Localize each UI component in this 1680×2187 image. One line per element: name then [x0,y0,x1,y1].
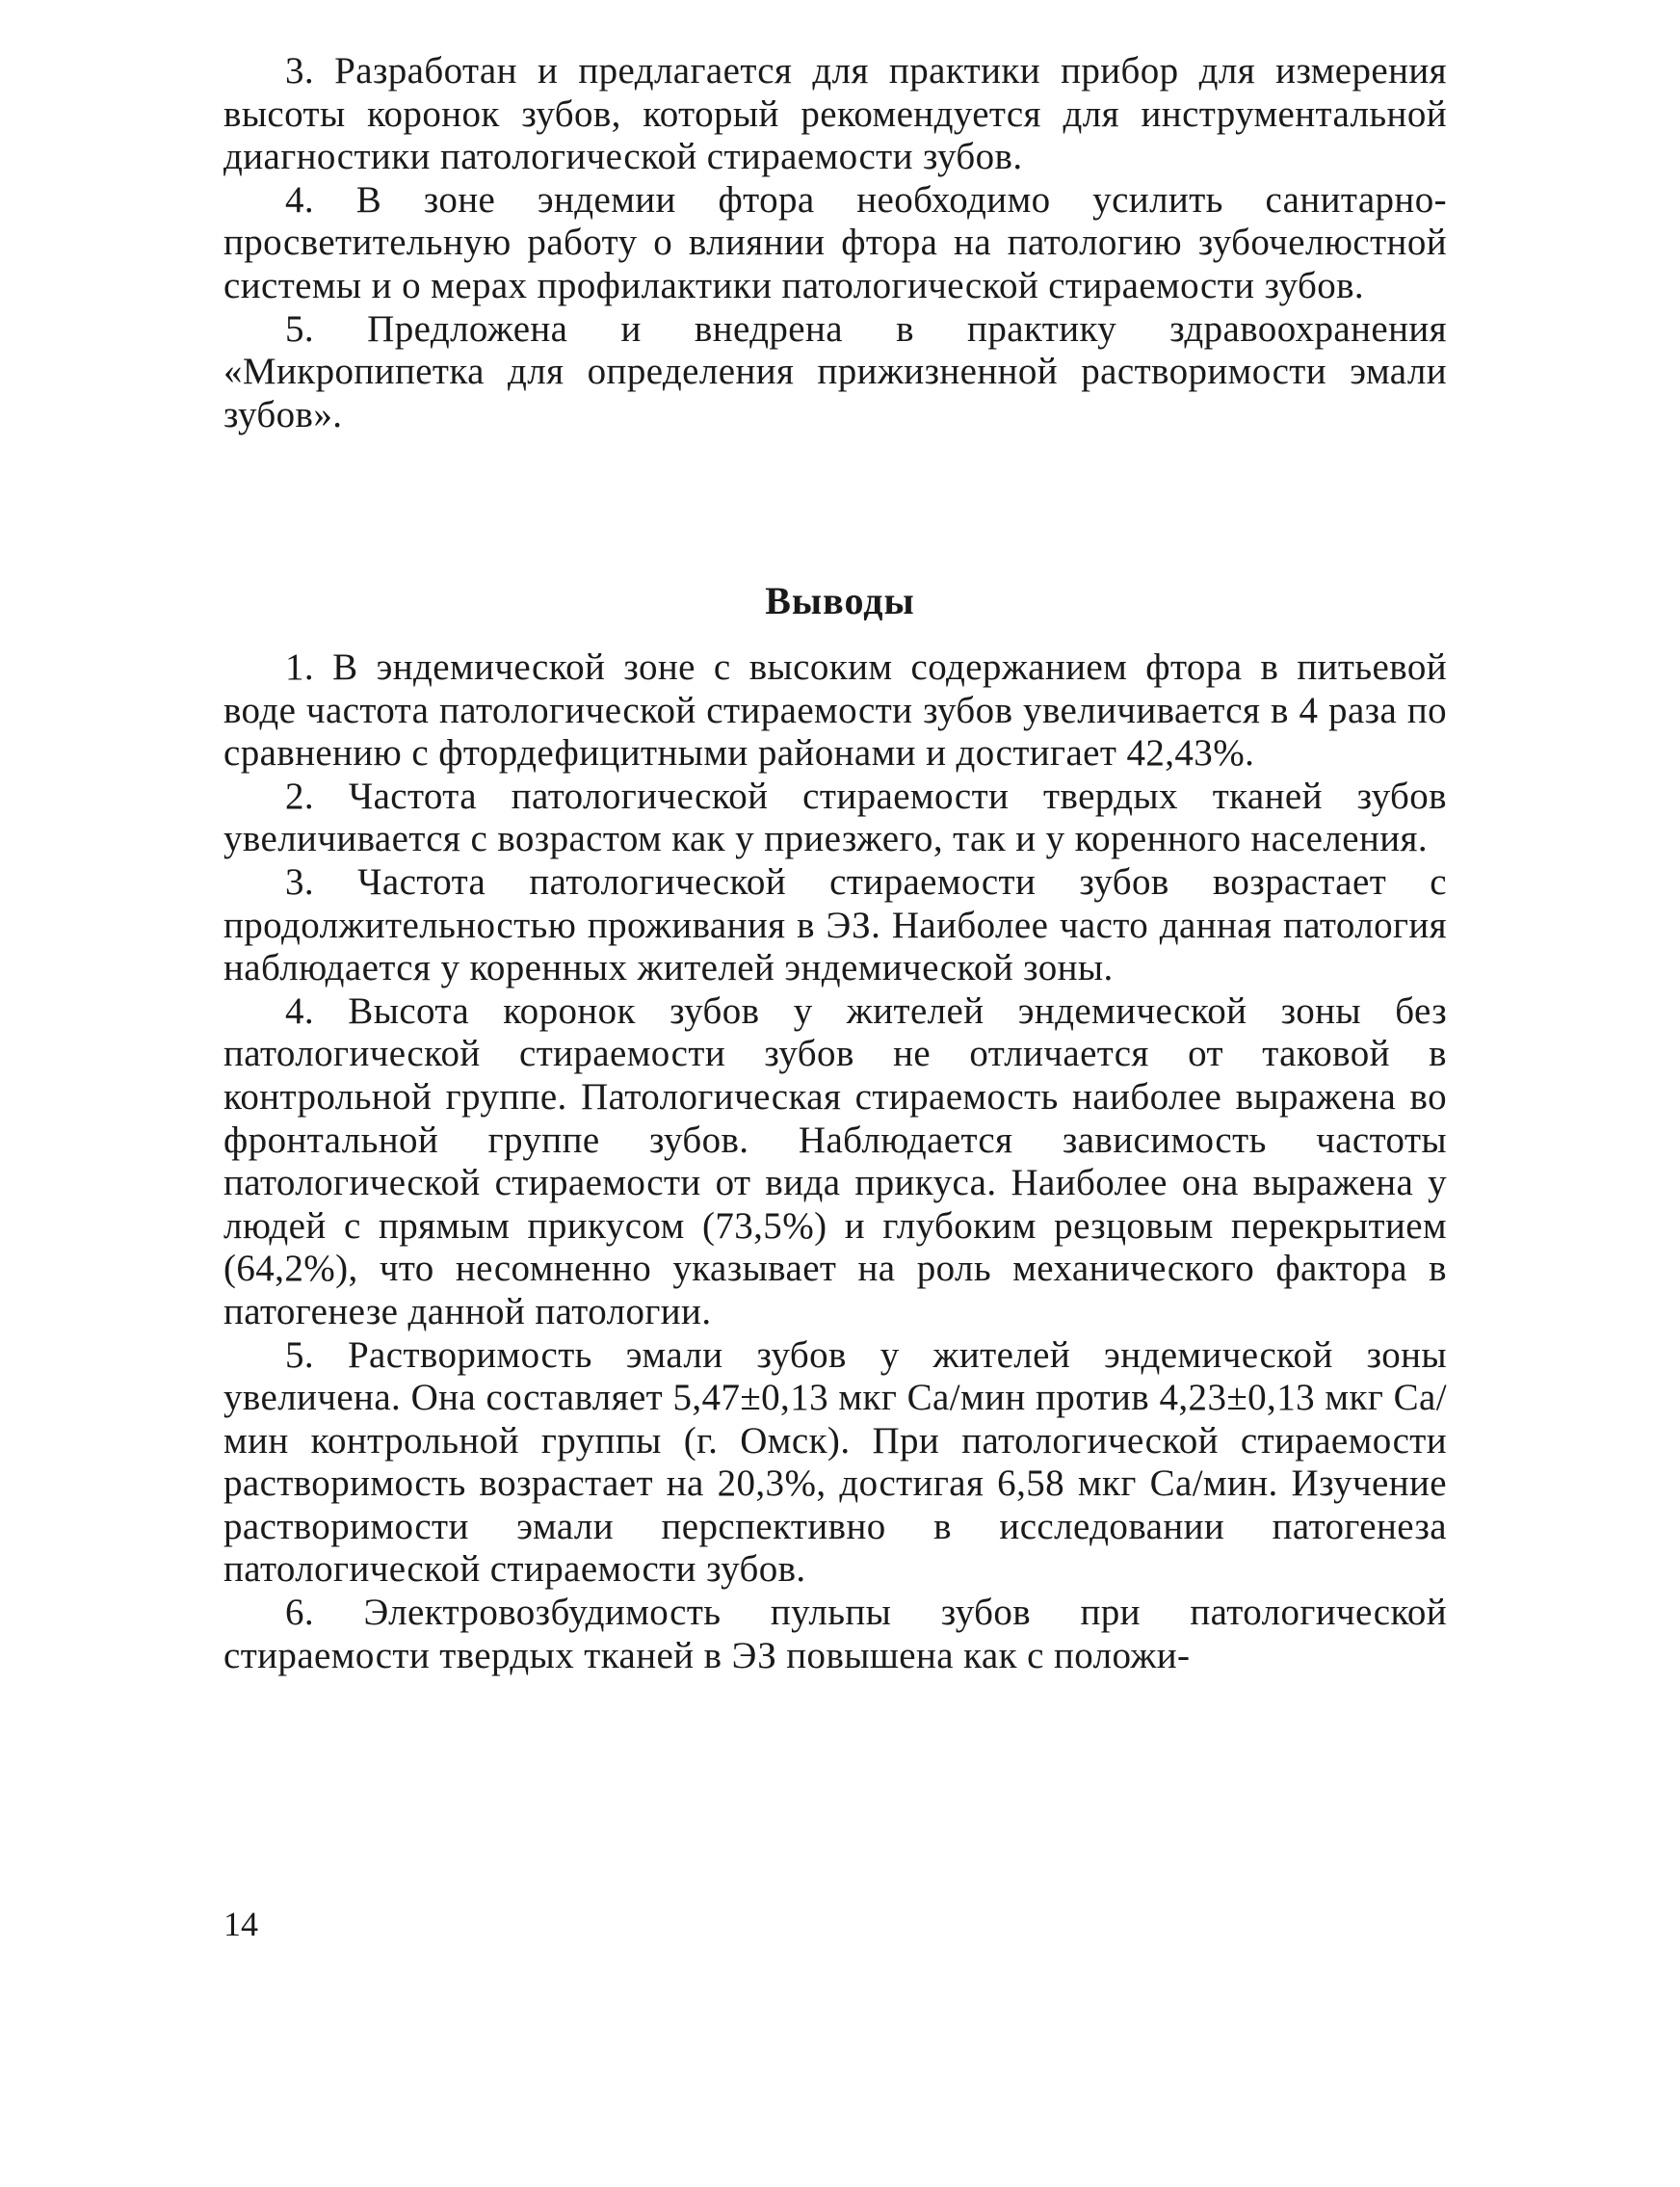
conclusions-list [223,646,1447,1677]
recommendations-list [223,50,1447,436]
recommendation-item: 5. Предложена и внедрена в практику здравоохранения «Микропипетка для определения прижизненной растворимости эмали зубов». [223,307,1447,435]
conclusion-item: 1. В эндемической зоне с высоким содержанием фтора в питьевой воде частота патологической стираемости зубов увеличивается в 4 раза по сравнению с фтордефицитными районами и достигает 42,43%. [223,646,1447,775]
section-heading: Выводы [765,579,915,622]
conclusion-item: 4. Высота коронок зубов у жителей эндемической зоны без патологической стираемости зубов не отличается от таковой в контрольной группе. Патологическая стираемость наиболее выражена во фронтальной группе зубов. Наблюдается зависимость частоты патологической стираемости от вида прикуса. Наиболее она выражена у людей с прямым прикусом (73,5%) и глубоким резцовым перекрытием (64,2%), что несомненно указывает на роль механического фактора в патогенезе данной патологии. [223,989,1447,1332]
recommendation-item: 3. Разработан и предлагается для практики прибор для измерения высоты коронок зубов, который рекомендуется для инструментальной диагностики патологической стираемости зубов. [223,50,1447,178]
conclusion-item: 5. Растворимость эмали зубов у жителей эндемической зоны увеличена. Она составляет 5,47±0,13 мкг Са/мин против 4,23±0,13 мкг Са/мин контрольной группы (г. Омск). При патологической стираемости растворимость возрастает на 20,3%, достигая 6,58 мкг Са/мин. Изучение растворимости эмали перспективно в исследовании патогенеза патологической стираемости зубов. [223,1333,1447,1591]
conclusion-item: 2. Частота патологической стираемости твердых тканей зубов увеличивается с возрастом как у приезжего, так и у коренного населения. [223,775,1447,860]
page-number: 14 [223,1905,258,1943]
recommendation-item: 4. В зоне эндемии фтора необходимо усилить санитарно-просветительную работу о влиянии фтора на патологию зубочелюстной системы и о мерах профилактики патологической стираемости зубов. [223,178,1447,306]
conclusion-item: 3. Частота патологической стираемости зубов возрастает с продолжительностью проживания в ЭЗ. Наиболее часто данная патология наблюдается у коренных жителей эндемической зоны. [223,860,1447,989]
conclusion-item: 6. Электровозбудимость пульпы зубов при патологической стираемости твердых тканей в ЭЗ повышена как с положи- [223,1592,1447,1676]
